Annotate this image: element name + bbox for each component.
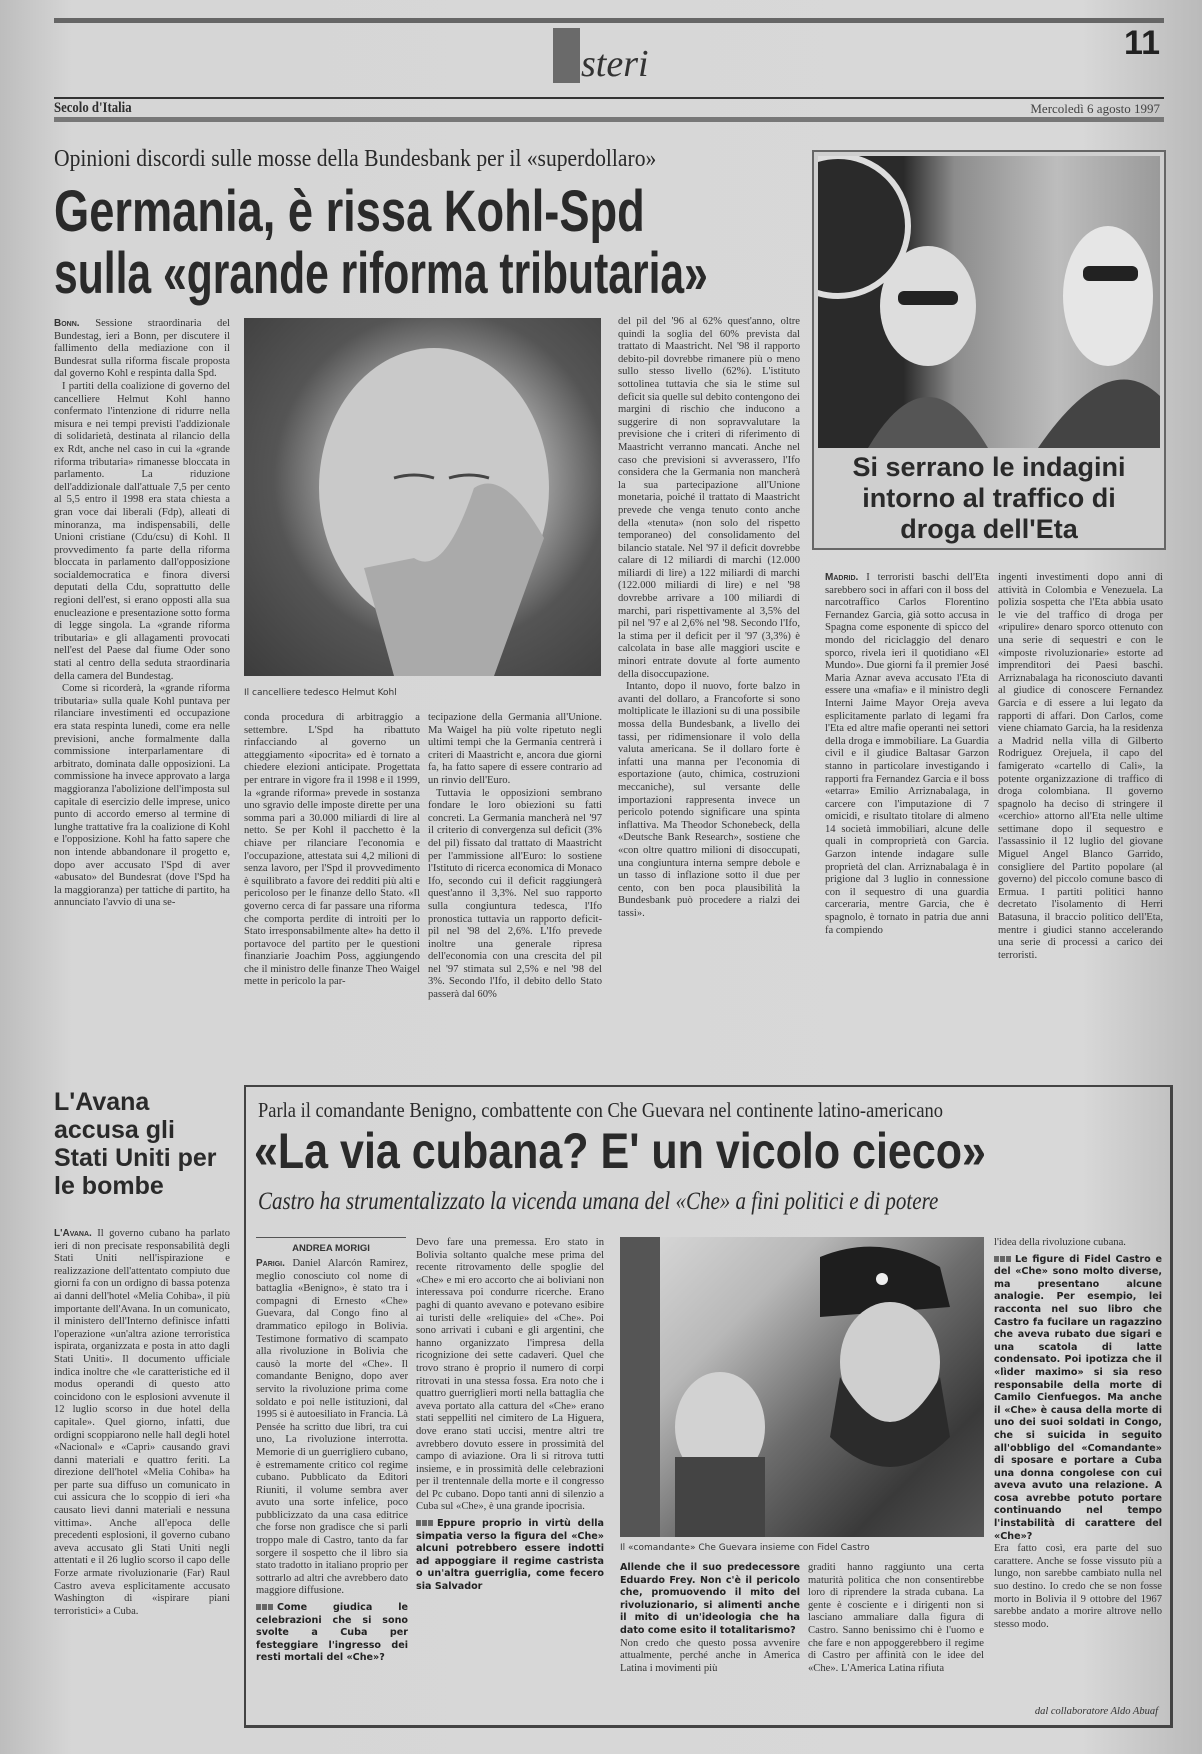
che-column-1 (256, 1258, 408, 1722)
che-subtitle: Castro ha strumentalizzato la vicenda umana del «Che» a fini politici e di potere (258, 1188, 939, 1215)
che-guevara-castro-illustration (620, 1237, 984, 1537)
page-number: 11 (1124, 24, 1160, 62)
paper-name: Secolo d'Italia (54, 100, 132, 116)
question-marker-icon (416, 1520, 434, 1526)
kohl-column-1 (54, 318, 230, 1078)
question: Eppure proprio in virtù della simpatia verso la figura del «Che» alcuni potrebbero essere indotti ad appoggiare il regime castrista o un'altra guerriglia, come fecero sia Salvador (416, 1518, 604, 1593)
kohl-photo-caption: Il cancelliere tedesco Helmut Kohl (244, 688, 397, 698)
dateline: Madrid. (825, 572, 859, 583)
eta-column-1 (825, 572, 989, 1082)
issue-date: Mercoledì 6 agosto 1997 (1030, 101, 1160, 116)
section-initial (553, 28, 580, 83)
kohl-kicker: Opinioni discordi sulle mosse della Bundesbank per il «superdollaro» (54, 146, 657, 172)
question: Le figure di Fidel Castro e del «Che» sono molto diverse, ma presentano alcune analogie. Per esempio, lei racconta nel suo libro che Castro fa fucilare un ragazzino che aveva rubato due sigari e una scatola di latte condensato. Poi ipotizza che il «lìder maximo» si sia reso responsabile della morte di Camilo Cienfuegos. Ma anche il «Che» è causa della morte di uno dei suoi soldati in Congo, che si suicida in seguito all'obbligo del «Comandante» di sposare e portare a Cuba una donna congolese con cui aveva avuto una relazione. A cosa avrebbe potuto portare continuando nel tempo l'instabilità di carattere del «Che»? (994, 1253, 1162, 1542)
che-column-5 (994, 1237, 1162, 1707)
paragraph: Era fatto così, era parte del suo carattere. Anche se fosse vissuto più a lungo, non sarebbe cambiato nulla nel suo destino. Io credo che se non fosse morto in Bolivia il 9 ottobre del 1967 sarebbe andato a morire altrove nello stesso modo. (994, 1543, 1162, 1630)
portrait-illustration (244, 318, 601, 676)
paragraph: l'idea della rivoluzione cubana. (994, 1237, 1126, 1248)
paragraph: del pil del '96 al 62% quest'anno, oltre quindi la soglia del 60% prevista dal trattato di Maastricht. Nel '98 il rapporto debito-pil dovrebbe rimanere più o meno sullo stesso livello (62%). L'istituto sottolinea tuttavia che sia le stime sul deficit sia quelle sul debito contengono dei margini di rischio che inducono a suggerire di non sopravvalutare la previsione che i criteri di riferimento di Maastricht verranno mancati. Anche nel caso che previsioni si avverassero, l'Ifo considera che la Germania non mancherà la sua partecipazione all'Unione monetaria, poiché il trattato di Maastricht prevede che venga tenuto conto anche della «tenuta» (non solo del rispetto temporaneo) del consolidamento del bilancio statale. Nel '97 il deficit dovrebbe calare di 12 miliardi di marchi (12.000 miliardi di lire) a 122 miliardi di marchi (122.000 miliardi di lire) e nel '98 dovrebbe arrivare a 100 miliardi di marchi, pari rispettivamente al 3,5% del pil nel '97 e al 2,6% nel '98. Secondo l'Ifo, la stima per il deficit per il '97 (3,3%) è calcolata in base alle maggiori uscite e minori entrate dovute al forte aumento della disoccupazione. (618, 316, 800, 680)
masthead-rule (54, 97, 1164, 99)
paragraph: I partiti della coalizione di governo del cancelliere Helmut Kohl hanno confermato l'intenzione di ridurre nella misura e nei tempi previsti l'addizionale di solidarietà, destinata al rilancio della ex Rdt, anche nel caso in cui la «grande riforma tributaria» rimanesse bloccata in parlamento. La riduzione dell'addizionale dall'attuale 7,5 per cento al 5,5 entro il 1998 era stata chiesta a gran voce dai liberali (Fdp), alleati di minoranza, ma indispensabili, delle Unioni cristiane (Cdu/csu) di Kohl. Il provvedimento fa parte della riforma bloccata in parlamento dall'opposizione socialdemocratica e finora diversi deputati della Cdu, soprattutto delle regioni dell'est, si erano opposti alla sua enucleazione e presentazione sotto forma di legge singola. La «grande riforma tributaria» e gli allagamenti provocati nell'est del Paese dal fiume Oder sono stati al centro della seduta straordinaria della camera del Bundestag. (54, 380, 230, 682)
question: Allende che il suo predecessore Eduardo Frey. Non c'è il pericolo che, promuovendo il mito del rivoluzionario, si alimenti anche il mito di un'ideologia che ha dato come esito il totalitarismo? (620, 1562, 800, 1636)
eta-headline: Si serrano le indagini intorno al traffico di droga dell'Eta (852, 452, 1126, 544)
question-marker-icon (256, 1604, 274, 1610)
che-castro-photo (620, 1237, 984, 1537)
paragraph: Il governo cubano ha parlato ieri di non precisate responsabilità degli Stati Uniti nell'ispirazione e realizzazione dell'attentato compiuto due giorni fa con un ordigno di bassa potenza ai danni dell'hotel «Melia Cohiba», il più importante dell'Avana. In un comunicato, il ministero dell'Interno definisce infatti l'operazione «un'altra azione terroristica ispirata, organizzata e posta in atto dagli Stati Uniti». Il documento ufficiale indica inoltre che «le caratteristiche ed il modus operandi di questo atto coincidono con le esplosioni avvenute il 12 luglio scorso in due hotel della capitale». Quel giorno, infatti, due ordigni scoppiarono nelle hall degli hotel «Nacional» e «Capri» causando gravi danni materiali e quattro feriti. La direzione dell'hotel «Melia Cohiba» ha per parte sua diffuso un comunicato in cui assicura che lo scoppio di ieri «ha causato lievi danni materiali e nessuna vittima». Anche all'epoca delle precedenti esplosioni, il governo cubano aveva accusato gli Stati Uniti negli attentati e il 26 luglio scorso il capo delle Forze armate rivoluzionarie (Far) Raul Castro aveva esplicitamente accusato Washington di «ispirare piani terroristici» a Cuba. (54, 1228, 230, 1617)
kohl-photo (244, 318, 601, 676)
paragraph: Come si ricorderà, la «grande riforma tributaria» sulla quale Kohl puntava per rilanciare investimenti ed occupazione era stata respinta lunedì, come era nelle previsioni, anche formalmente dalla commissione interparlamentare di arbitrato, dominata dalle opposizioni. La commissione ha invece approvato a larga maggioranza l'abolizione dell'imposta sul capitale di esercizio delle imprese, unico punto di accordo emerso al termine di lunghe trattative fra la coalizione di Kohl e l'opposizione. Kohl ha fatto sapere che non intende abbandonare il progetto e, dopo aver accusato l'Spd di aver «abusato» del Bundesrat (dove l'Spd ha la maggioranza) per tattiche di partito, ha annunciato l'avvio di una se- (54, 683, 230, 909)
che-column-3 (620, 1562, 800, 1722)
dateline: L'Avana. (54, 1228, 92, 1239)
che-photo-caption: Il «comandante» Che Guevara insieme con Fidel Castro (620, 1543, 870, 1553)
avana-column (54, 1228, 230, 1723)
section-title (553, 28, 683, 90)
che-byline: ANDREA MORIGI (256, 1237, 406, 1254)
paragraph: tecipazione della Germania all'Unione. Ma Waigel ha più volte ripetuto negli ultimi tempi che la Germania centrerà i criteri di Maastricht e, ancora due giorni fa, ha fatto sapere di essere contrario ad un rinvio dell'Euro. (428, 712, 602, 786)
dateline: Bonn. (54, 318, 80, 329)
eta-photo (818, 156, 1160, 448)
paragraph: Daniel Alarcón Ramirez, meglio conosciuto col nome di battaglia «Benigno», è stato tra i compagni di Ernesto «Che» Guevara, dal Congo fino al drammatico epilogo in Bolivia. Testimone formativo di scampato alla rivoluzione in Bolivia che causò la morte del «Che». Il comandante Benigno, dopo aver servito la rivoluzione prima come soldato e poi nelle istituzioni, dal 1995 si è autoesiliato in Francia. Là Pensée ha scritto due libri, tra cui uno, La rivoluzione interrotta. Memorie di un guerrigliero cubano, è estremamente critico col regime cubano. Pubblicato da Editori Riuniti, il volume sembra aver avuto una sorte infelice, poco pubblicizzato da una casa editrice che forse non gradisce che si parli troppo male di Castro, tanto da far sorgere il sospetto che il libro sia stato tradotto in italiano proprio per sottrarlo ad altri che avrebbero dato maggiore diffusione. (256, 1258, 408, 1597)
paragraph: Non credo che questo possa avvenire attualmente, perché anche in America Latina i movimenti più (620, 1637, 800, 1674)
kohl-column-4 (618, 316, 800, 1078)
dateline: Parigi. (256, 1258, 285, 1269)
paragraph: Tuttavia le opposizioni sembrano fondare le loro obiezioni su fatti concreti. La Germania mancherà nel '97 il criterio di convergenza sul deficit (3% del pil) fissato dal trattato di Maastricht per l'ammissione all'Euro: lo sostiene l'Istituto di ricerca economica di Monaco Ifo, secondo cui il deficit raggiungerà quest'anno il 3,3%. Nel suo rapporto sulla congiuntura tedesca, l'Ifo pronostica tuttavia un rapporto deficit-pil nel '98 del 2,6%. L'Ifo prevede inoltre una generale ripresa dell'economia con una crescita del pil nel '97 stimata sul 2,5% e nel '98 del 3%. Secondo l'Ifo, il debito dello Stato passerà dal 60% (428, 787, 602, 1001)
paragraph: Sessione straordinaria del Bundestag, ieri a Bonn, per discutere il fallimento della mediazione con il Bundesrat sulla riforma fiscale proposta dal governo Kohl e respinta dalla Spd. (54, 318, 230, 380)
question-marker-icon (994, 1256, 1012, 1262)
kohl-column-2 (244, 712, 420, 1078)
eta-box (812, 150, 1166, 550)
masthead-rule-bottom (54, 117, 1164, 122)
che-column-4 (808, 1562, 984, 1722)
kohl-column-3 (428, 712, 602, 1078)
avana-headline: L'Avana accusa gli Stati Uniti per le bombe (54, 1088, 217, 1200)
paragraph: Devo fare una premessa. Ero stato in Bolivia soltanto qualche mese prima del recente ritrovamento delle spoglie del «Che» e mi ero accorto che ai boliviani non interessava poi condurre ricerche. Erano paghi di quanto avevano e potevano esibire ai turisti delle «reliquie» del «Che». Poi sono arrivati i cubani e gli argentini, che hanno organizzato l'impresa della ricognizione dei sette cadaveri. Quel che trovo strano è proprio il numero di corpi ritrovati in una stessa fossa. Era noto che i quattro guerriglieri morti nella battaglia che aveva portato alla cattura del «Che» erano stati seppelliti nel cimitero de La Higuera, dove erano stati uccisi, mentre altri tre avrebbero dovuto essere in prossimità del campo di aviazione. Ora li si ritrova tutti insieme, e in prossimità delle celebrazioni per il trentennale della morte e il congresso del Pc cubano. Dopo tanti anni di silenzio a Cuba sul «Che», è una grande ipocrisia. (416, 1237, 604, 1513)
eta-column-2 (998, 572, 1163, 1082)
top-rule (54, 18, 1164, 23)
paragraph: Intanto, dopo il nuovo, forte balzo in avanti del dollaro, a Francoforte si sono moltiplicate le illazioni su di una possibile mossa della Bundesbank, a livello dei tassi, per ridimensionare il volo della valuta americana. Se il dollaro forte è infatti una manna per l'economia di esportazione (auto, chimica, costruzioni meccaniche), sul versante delle importazioni rappresenta invece un pericolo potendo significare una spinta inflattiva. Ma Theodor Schonebeck, della «Deutsche Bank Research», sostiene che «con oltre quattro milioni di disoccupati, una congiuntura interna sempre debole e un tasso di inflazione sotto il due per cento, con ben poca plausibilità la Bundesbank può procedere a rialzi dei tassi». (618, 681, 800, 919)
paragraph: ingenti investimenti dopo anni di attività in Colombia e Venezuela. La polizia sospetta che l'Eta abbia usato le vie del traffico di droga per «ripulire» denaro sporco ottenuto con una serie di sequestri e con le «imposte rivoluzionarie» estorte ad imprenditori dei Paesi baschi. Arriznabalaga ha riconosciuto davanti al giudice di conoscere Fernandez Garcia e di essere a lui legato da rapporti di affari. Don Carlos, come viene chiamato Garcia, ha la residenza a Madrid nella villa di Gilberto Rodriguez Orejuela, il capo del famigerato «cartello di Cali», la potente organizzazione di traffico di droga colombiana. Il governo spagnolo ha deciso di stringere il «cerchio» attorno all'Eta nelle ultime settimane dopo il sequestro e l'assassinio il 12 luglio del giovane Miguel Angel Blanco Garrido, consigliere del Partito popolare (al governo) del piccolo comune basco di Ermua. I partiti politici hanno decretato l'isolamento di Herri Batasuna, il braccio politico dell'Eta, mentre i giudici stanno accelerando una serie di processi a carico dei terroristi. (998, 572, 1163, 961)
question: Come giudica le celebrazioni che si sono svolte a Cuba per festeggiare l'ingresso dei resti mortali del «Che»? (256, 1602, 408, 1664)
kohl-headline-2: sulla «grande riforma tributaria» (54, 241, 708, 306)
che-column-2 (416, 1237, 604, 1722)
paragraph: graditi hanno raggiunto una certa maturità politica che non consentirebbe loro di riprendere la strada cubana. La gente è cosciente e i dirigenti non si lasciano ammaliare dalla figura di Castro. Sanno benissimo chi è l'uomo e che fare e non appoggerebbero il regime di Castro per affinità con le idee del «Che». L'America Latina rifiuta (808, 1562, 984, 1674)
section-name: steri (581, 43, 649, 85)
paragraph: I terroristi baschi dell'Eta sarebbero soci in affari con il boss del narcotraffico Carlos Florentino Fernandez Garcia, già sotto accusa in Spagna come esponente di spicco del mondo del riciclaggio del denaro sporco, rivela ieri il quotidiano «El Mundo». Due giorni fa il premier José Maria Aznar aveva accusato l'Eta di essere una «mafia» e il ministro degli Interni Jaime Mayor Oreja aveva esplicitamente parlato di legami fra l'Eta ed altre mafie operanti nei settori della droga e immobiliare. La Guardia civil e il giudice Baltasar Garzon stanno in particolare investigando i rapporti fra Fernandez Garcia e il boss «etarra» Emilio Arriznabalaga, in carcere con l'imputazione di 7 omicidi, e risultato titolare di almeno 14 società immobiliari, alcune delle quali in comproprietà con Garcia. Garzon intende indagare sulle proprietà del clan. Arriznabalaga è in prigione dal 3 luglio in connessione con il sequestro di una guardia carceraria, mentre Garcia, che è spagnolo, è tornato in patria due anni fa compiendo (825, 572, 989, 936)
paragraph: conda procedura di arbitraggio a settembre. L'Spd ha ribattuto rinfacciando al governo un atteggiamento «ipocrita» ed è tornato a chiedere elezioni anticipate. Progettata per entrare in vigore fra il 1998 e il 1999, la «grande riforma» prevede in sostanza uno sgravio delle imposte dirette per una somma pari a 30.000 miliardi di lire al netto. Se per Kohl il pacchetto è la chiave per rilanciare l'economia e l'occupazione, attestata sui 4,2 milioni di senza lavoro, per l'Spd il provvedimento è squilibrato a favore dei redditi più alti e pericoloso per le finanze dello Stato. «Il governo cerca di far passare una riforma che comporta perdite di introiti per lo Stato irresponsabilmente alte» ha detto il portavoce del partito per le questioni finanziarie Joachim Poss, aggiungendo che il ministro delle finanze Theo Waigel mette in pericolo la par- (244, 712, 420, 988)
kohl-headline-1: Germania, è rissa Kohl-Spd (54, 179, 645, 244)
che-kicker: Parla il comandante Benigno, combattente con Che Guevara nel continente latino-americano (258, 1098, 944, 1122)
che-headline: «La via cubana? E' un vicolo cieco» (254, 1123, 986, 1179)
masked-terrorists-illustration (818, 156, 1160, 448)
che-signature: dal collaboratore Aldo Abuaf (1034, 1706, 1158, 1717)
